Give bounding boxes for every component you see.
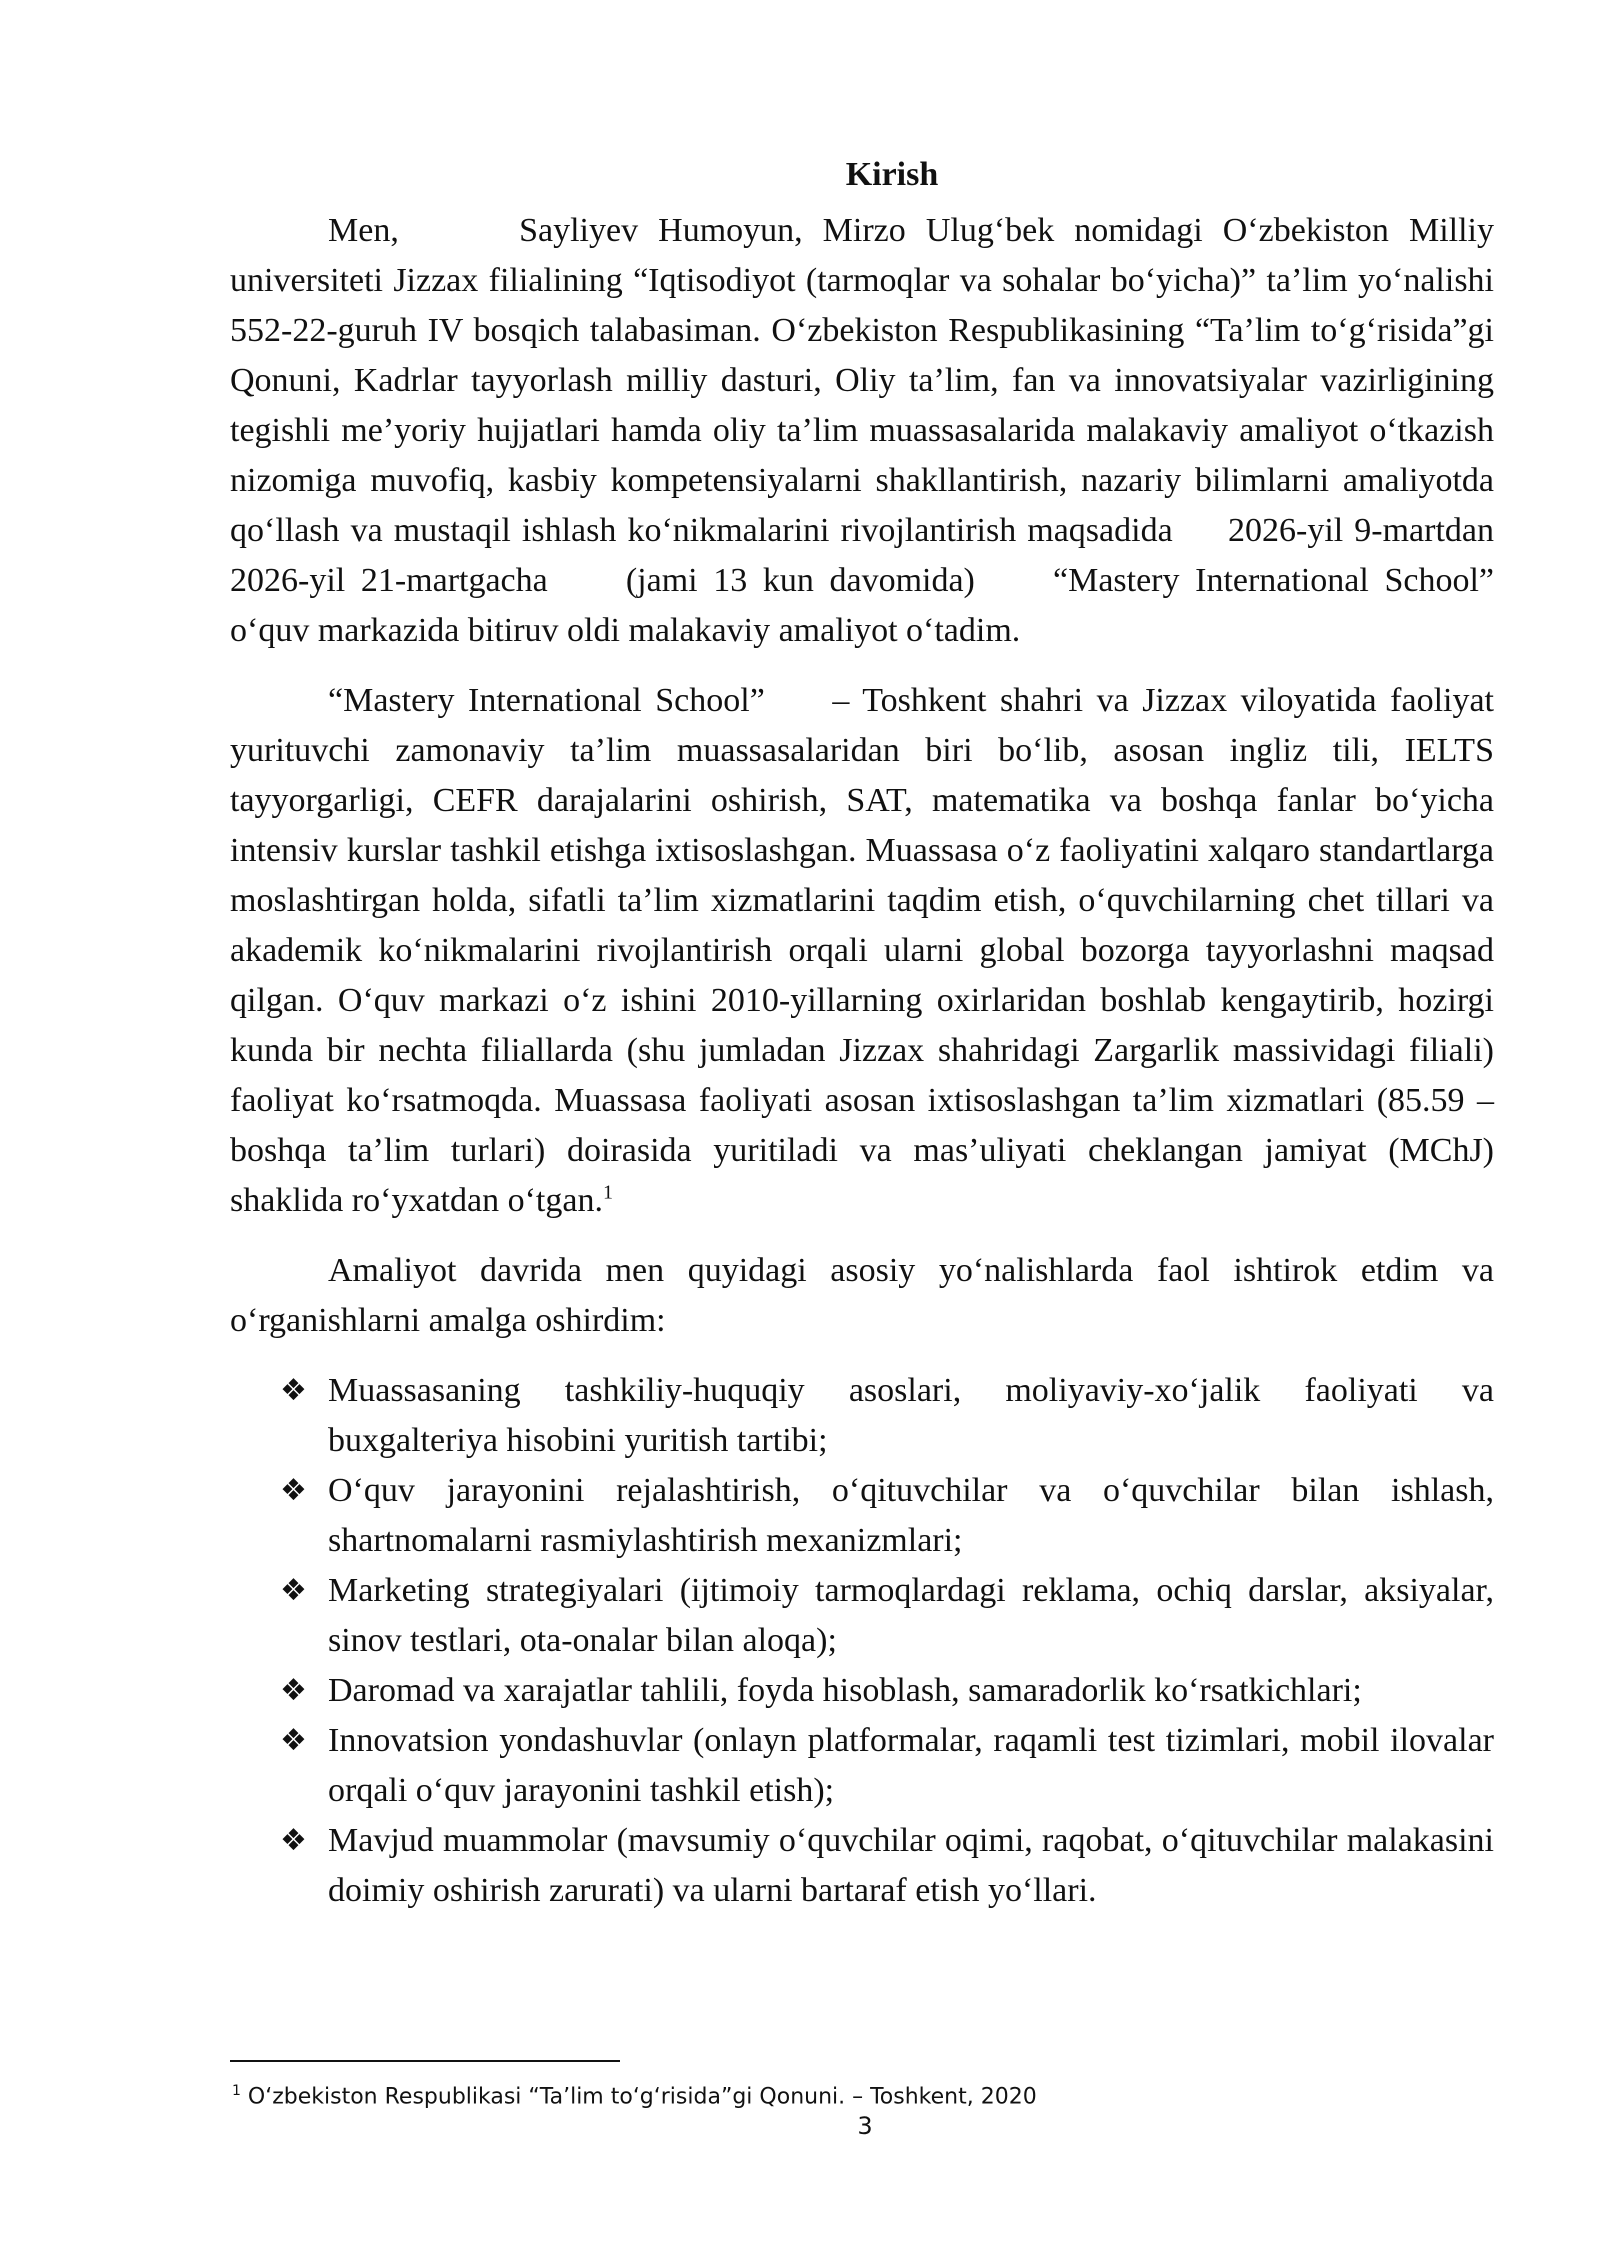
paragraph-intro — [230, 206, 1537, 656]
diamond-bullet-icon: ❖ — [280, 1673, 307, 1708]
footnote-reference[interactable]: 1 — [602, 1181, 613, 1204]
list-item — [280, 1366, 1494, 1466]
paragraph-intro-text: Men, Sayliyev Humoyun, Mirzo Ulug‘bek nomidagi O‘zbekiston Milliy universiteti Jizzax filialining “Iqtisodiyot (tarmoqlar va sohalar bo‘yicha)” ta’lim yo‘nalishi 552-22-guruh IV bosqich talabasiman. O‘zbekiston Respublikasining “Ta’lim to‘g‘risida”gi Qonuni, Kadrlar tayyorlash milliy dasturi, Oliy ta’lim, fan va innovatsiyalar vazirligining tegishli me’yoriy hujjatlari hamda oliy ta’lim muassasalarida malakaviy amaliyot o‘tkazish nizomiga muvofiq, kasbiy kompetensiyalarni shakllantirish, nazariy bilimlarni amaliyotda qo‘llash va mustaqil ishlash ko‘nikmalarini rivojlantirish maqsadida 2026-yil 9-martdan 2026-yil 21-martgacha (jami 13 kun davomida) “Mastery International School” o‘quv markazida bitiruv oldi malakaviy amaliyot o‘tadim. — [230, 212, 1537, 649]
list-item-text: Innovatsion yondashuvlar (onlayn platformalar, raqamli test tizimlari, mobil ilovalar orqali o‘quv jarayonini tashkil etish); — [328, 1722, 1494, 1809]
diamond-bullet-icon: ❖ — [280, 1723, 307, 1758]
diamond-bullet-icon: ❖ — [280, 1473, 307, 1508]
diamond-bullet-icon: ❖ — [280, 1573, 307, 1608]
list-item-text: Marketing strategiyalari (ijtimoiy tarmoqlardagi reklama, ochiq darslar, aksiyalar, sinov testlari, ota-onalar bilan aloqa); — [328, 1572, 1494, 1659]
paragraph-organization — [230, 676, 1503, 1226]
footnote-mark: 1 — [232, 2083, 241, 2099]
list-item-text: Muassasaning tashkiliy-huquqiy asoslari, moliyaviy-xo‘jalik faoliyati va buxgalteriya hisobini yuritish tartibi; — [328, 1372, 1494, 1459]
paragraph-practice — [230, 1246, 1494, 1346]
list-item — [280, 1466, 1494, 1566]
list-item-text: O‘quv jarayonini rejalashtirish, o‘qituvchilar va o‘quvchilar bilan ishlash, shartnomalarni rasmiylashtirish mexanizmlari; — [328, 1472, 1494, 1559]
document-page — [230, 150, 1537, 1916]
paragraph-organization-text: “Mastery International School” – Toshkent shahri va Jizzax viloyatida faoliyat yurituvchi zamonaviy ta’lim muassasalaridan biri bo‘lib, asosan ingliz tili, IELTS tayyorgarligi, CEFR darajalarini oshirish, SAT, matematika va boshqa fanlar bo‘yicha intensiv kurslar tashkil etishga ixtisoslashgan. Muassasa o‘z faoliyatini xalqaro standartlarga moslashtirgan holda, sifatli ta’lim xizmatlarini taqdim etish, o‘quvchilarning chet tillari va akademik ko‘nikmalarini rivojlantirish orqali ularni global bozorga tayyorlashni maqsad qilgan. O‘quv markazi o‘z ishini 2010-yillarning oxirlaridan boshlab kengaytirib, hozirgi kunda bir nechta filiallarda (shu jumladan Jizzax shahridagi Zargarlik massividagi filiali) faoliyat ko‘rsatmoqda. Muassasa faoliyati asosan ixtisoslashgan ta’lim xizmatlari (85.59 – boshqa ta’lim turlari) doirasida yuritiladi va mas’uliyati cheklangan jamiyat (MChJ) shaklida ro‘yxatdan o‘tgan. — [230, 682, 1503, 1219]
diamond-bullet-icon: ❖ — [280, 1373, 307, 1408]
page-number: 3 — [857, 2112, 873, 2140]
footnote-text: O‘zbekiston Respublikasi “Ta’lim to‘g‘risida”gi Qonuni. – Toshkent, 2020 — [247, 2084, 1037, 2110]
footnote-separator — [230, 2060, 620, 2062]
list-item — [280, 1816, 1494, 1916]
diamond-bullet-icon: ❖ — [280, 1823, 307, 1858]
list-item — [280, 1666, 1494, 1716]
list-item-text: Daromad va xarajatlar tahlili, foyda hisoblash, samaradorlik ko‘rsatkichlari; — [328, 1672, 1362, 1709]
bullet-list — [230, 1366, 1494, 1916]
footnote — [232, 2076, 1037, 2112]
paragraph-practice-text: Amaliyot davrida men quyidagi asosiy yo‘nalishlarda faol ishtirok etdim va o‘rganishlarni amalga oshirdim: — [230, 1252, 1494, 1339]
list-item — [280, 1716, 1494, 1816]
document-title: Kirish — [845, 156, 939, 193]
list-item — [280, 1566, 1494, 1666]
list-item-text: Mavjud muammolar (mavsumiy o‘quvchilar oqimi, raqobat, o‘qituvchilar malakasini doimiy oshirish zarurati) va ularni bartaraf etish yo‘llari. — [328, 1822, 1494, 1909]
